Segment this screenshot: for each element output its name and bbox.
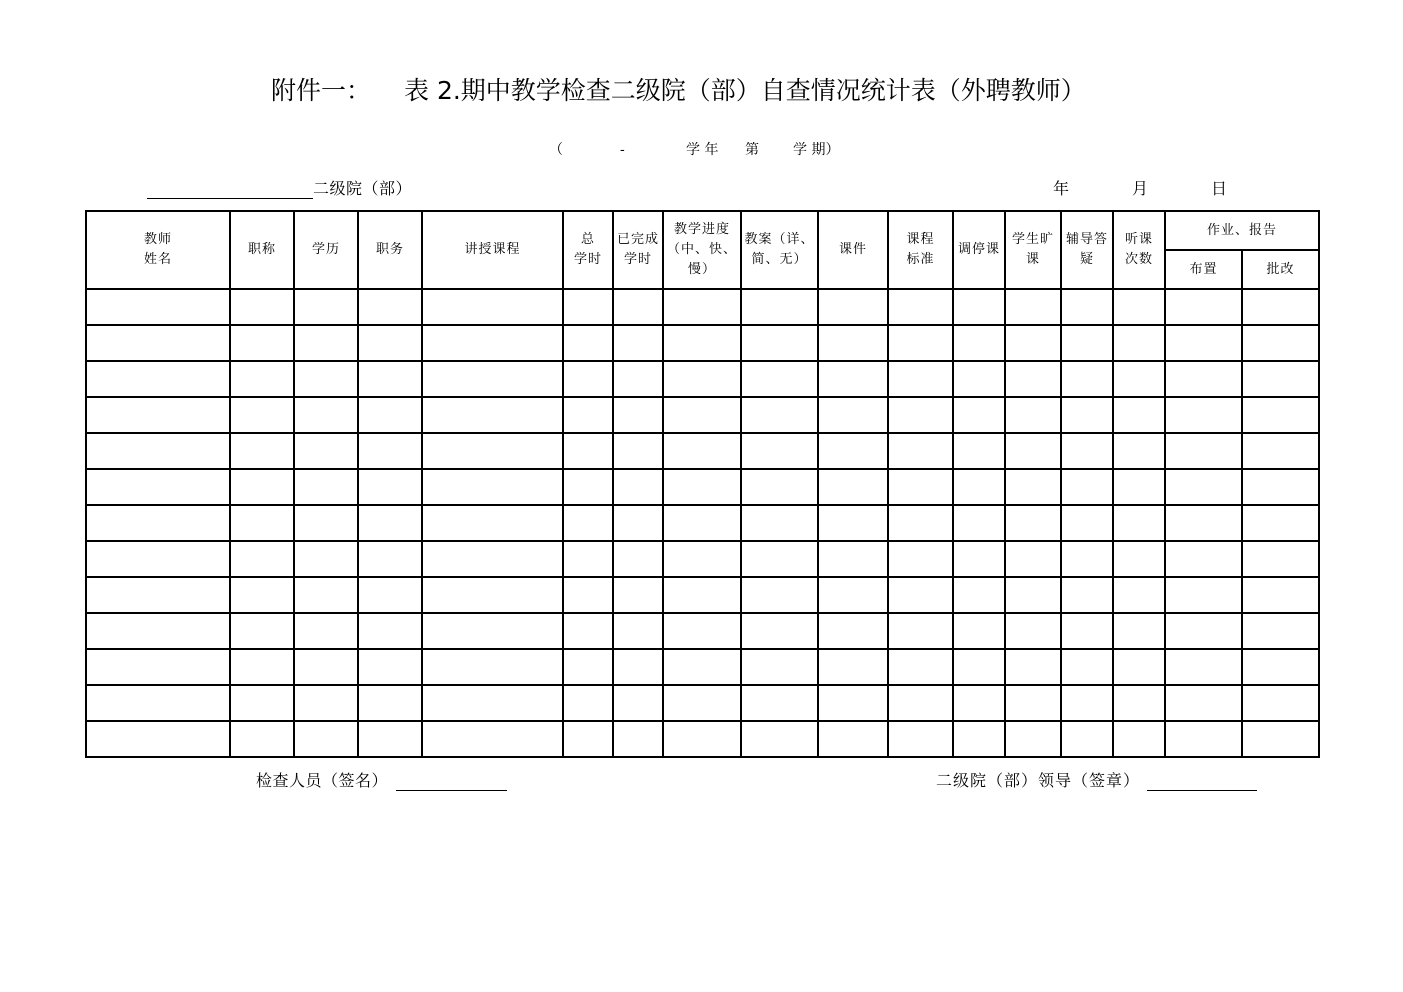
header-course: 讲授课程 bbox=[422, 211, 563, 289]
table-cell bbox=[818, 433, 888, 469]
header-lesson-plan: 教案（详、 简、无） bbox=[741, 211, 818, 289]
table-cell bbox=[818, 721, 888, 757]
table-cell bbox=[294, 649, 358, 685]
table-cell bbox=[818, 541, 888, 577]
table-cell bbox=[953, 469, 1005, 505]
statistics-table bbox=[85, 210, 1320, 758]
table-cell bbox=[888, 577, 953, 613]
department-blank-line bbox=[147, 198, 313, 199]
table-row bbox=[86, 397, 1319, 433]
table-cell bbox=[563, 685, 613, 721]
table-cell bbox=[1242, 721, 1319, 757]
table-cell bbox=[1242, 469, 1319, 505]
table-cell bbox=[358, 577, 422, 613]
table-cell bbox=[1005, 685, 1061, 721]
table-cell bbox=[1165, 397, 1242, 433]
table-cell bbox=[230, 469, 294, 505]
table-cell bbox=[422, 469, 563, 505]
table-cell bbox=[294, 361, 358, 397]
table-cell bbox=[888, 469, 953, 505]
table-cell bbox=[230, 505, 294, 541]
table-cell bbox=[818, 361, 888, 397]
table-cell bbox=[1113, 397, 1165, 433]
table-cell bbox=[422, 397, 563, 433]
table-cell bbox=[86, 649, 230, 685]
table-cell bbox=[1113, 613, 1165, 649]
subtitle-ordinal: 第 bbox=[745, 142, 759, 158]
table-cell bbox=[230, 433, 294, 469]
table-cell bbox=[1165, 361, 1242, 397]
header-tutoring: 辅导答 疑 bbox=[1061, 211, 1113, 289]
table-cell bbox=[613, 613, 663, 649]
table-cell bbox=[663, 505, 741, 541]
table-cell bbox=[86, 505, 230, 541]
table-cell bbox=[358, 685, 422, 721]
table-cell bbox=[613, 469, 663, 505]
table-row bbox=[86, 289, 1319, 325]
table-cell bbox=[663, 577, 741, 613]
table-cell bbox=[663, 649, 741, 685]
table-cell bbox=[741, 721, 818, 757]
table-cell bbox=[1242, 433, 1319, 469]
table-cell bbox=[1242, 541, 1319, 577]
table-cell bbox=[953, 613, 1005, 649]
subtitle-academic-year: 学 年 bbox=[686, 142, 719, 158]
table-cell bbox=[663, 325, 741, 361]
header-teaching-progress: 教学进度 （中、快、 慢） bbox=[663, 211, 741, 289]
table-cell bbox=[294, 397, 358, 433]
table-cell bbox=[230, 289, 294, 325]
table-cell bbox=[563, 721, 613, 757]
table-cell bbox=[663, 685, 741, 721]
table-cell bbox=[1242, 325, 1319, 361]
table-row bbox=[86, 541, 1319, 577]
table-row bbox=[86, 613, 1319, 649]
table-cell bbox=[86, 685, 230, 721]
table-cell bbox=[613, 685, 663, 721]
table-cell bbox=[741, 397, 818, 433]
header-graded: 批改 bbox=[1242, 250, 1319, 289]
table-cell bbox=[888, 397, 953, 433]
table-row bbox=[86, 577, 1319, 613]
table-cell bbox=[818, 649, 888, 685]
table-cell bbox=[1113, 541, 1165, 577]
table-cell bbox=[953, 433, 1005, 469]
table-cell bbox=[1113, 721, 1165, 757]
table-cell bbox=[358, 649, 422, 685]
table-cell bbox=[1242, 397, 1319, 433]
table-cell bbox=[230, 613, 294, 649]
table-cell bbox=[294, 685, 358, 721]
table-cell bbox=[422, 541, 563, 577]
leader-seal-line bbox=[1147, 790, 1257, 791]
table-cell bbox=[888, 649, 953, 685]
table-cell bbox=[1061, 433, 1113, 469]
table-cell bbox=[86, 541, 230, 577]
table-cell bbox=[613, 325, 663, 361]
table-cell bbox=[1113, 469, 1165, 505]
table-row bbox=[86, 721, 1319, 757]
table-cell bbox=[741, 325, 818, 361]
table-cell bbox=[888, 721, 953, 757]
table-cell bbox=[86, 325, 230, 361]
table-cell bbox=[1165, 469, 1242, 505]
table-cell bbox=[230, 325, 294, 361]
table-cell bbox=[358, 433, 422, 469]
table-cell bbox=[294, 721, 358, 757]
table-cell bbox=[1061, 361, 1113, 397]
day-label: 日 bbox=[1211, 179, 1228, 198]
table-cell bbox=[613, 541, 663, 577]
table-cell bbox=[741, 289, 818, 325]
table-cell bbox=[86, 721, 230, 757]
table-cell bbox=[888, 433, 953, 469]
table-cell bbox=[86, 433, 230, 469]
table-cell bbox=[663, 397, 741, 433]
table-cell bbox=[1165, 685, 1242, 721]
table-cell bbox=[953, 721, 1005, 757]
table-cell bbox=[563, 433, 613, 469]
table-cell bbox=[1005, 721, 1061, 757]
table-cell bbox=[1242, 613, 1319, 649]
table-cell bbox=[1005, 469, 1061, 505]
table-cell bbox=[818, 685, 888, 721]
header-student-absence: 学生旷 课 bbox=[1005, 211, 1061, 289]
table-cell bbox=[818, 577, 888, 613]
header-row-top bbox=[86, 211, 1319, 250]
table-cell bbox=[230, 649, 294, 685]
table-cell bbox=[563, 505, 613, 541]
table-cell bbox=[86, 613, 230, 649]
table-cell bbox=[563, 577, 613, 613]
table-cell bbox=[1061, 289, 1113, 325]
table-cell bbox=[422, 289, 563, 325]
table-cell bbox=[613, 577, 663, 613]
table-cell bbox=[1165, 613, 1242, 649]
table-cell bbox=[663, 289, 741, 325]
table-cell bbox=[1061, 649, 1113, 685]
table-cell bbox=[1113, 289, 1165, 325]
table-cell bbox=[953, 685, 1005, 721]
table-cell bbox=[422, 721, 563, 757]
table-cell bbox=[741, 361, 818, 397]
table-cell bbox=[1061, 613, 1113, 649]
subtitle-dash: - bbox=[620, 142, 625, 158]
table-cell bbox=[888, 685, 953, 721]
table-cell bbox=[818, 397, 888, 433]
table-cell bbox=[1005, 577, 1061, 613]
table-cell bbox=[1242, 289, 1319, 325]
table-cell bbox=[1005, 289, 1061, 325]
table-cell bbox=[358, 289, 422, 325]
table-cell bbox=[563, 397, 613, 433]
table-row bbox=[86, 649, 1319, 685]
table-cell bbox=[888, 541, 953, 577]
table-cell bbox=[1242, 685, 1319, 721]
table-cell bbox=[563, 289, 613, 325]
table-cell bbox=[888, 613, 953, 649]
table-cell bbox=[86, 397, 230, 433]
table-cell bbox=[613, 649, 663, 685]
table-cell bbox=[818, 469, 888, 505]
header-education: 学历 bbox=[294, 211, 358, 289]
table-cell bbox=[1113, 505, 1165, 541]
header-total-hours: 总 学时 bbox=[563, 211, 613, 289]
header-courseware: 课件 bbox=[818, 211, 888, 289]
table-cell bbox=[953, 397, 1005, 433]
table-cell bbox=[1005, 613, 1061, 649]
table-cell bbox=[294, 577, 358, 613]
table-row bbox=[86, 325, 1319, 361]
table-row bbox=[86, 505, 1319, 541]
header-teacher-name: 教师 姓名 bbox=[86, 211, 230, 289]
table-cell bbox=[1005, 649, 1061, 685]
table-cell bbox=[1242, 361, 1319, 397]
table-cell bbox=[888, 289, 953, 325]
table-cell bbox=[294, 613, 358, 649]
table-cell bbox=[86, 577, 230, 613]
table-cell bbox=[741, 613, 818, 649]
table-cell bbox=[230, 397, 294, 433]
table-cell bbox=[358, 397, 422, 433]
table-cell bbox=[741, 541, 818, 577]
table-cell bbox=[230, 541, 294, 577]
table-cell bbox=[1113, 433, 1165, 469]
table-body bbox=[86, 289, 1319, 757]
year-label: 年 bbox=[1053, 179, 1070, 198]
table-cell bbox=[953, 325, 1005, 361]
header-homework-report: 作业、报告 bbox=[1165, 211, 1319, 250]
table-cell bbox=[358, 469, 422, 505]
table-cell bbox=[422, 649, 563, 685]
table-cell bbox=[1061, 541, 1113, 577]
table-cell bbox=[294, 505, 358, 541]
table-cell bbox=[230, 685, 294, 721]
department-label: 二级院（部） bbox=[313, 179, 413, 198]
table-cell bbox=[358, 505, 422, 541]
table-cell bbox=[563, 469, 613, 505]
table-cell bbox=[663, 541, 741, 577]
table-cell bbox=[818, 613, 888, 649]
table-cell bbox=[663, 361, 741, 397]
table-cell bbox=[422, 325, 563, 361]
header-professional-title: 职称 bbox=[230, 211, 294, 289]
header-assigned: 布置 bbox=[1165, 250, 1242, 289]
table-row bbox=[86, 469, 1319, 505]
table-cell bbox=[294, 325, 358, 361]
table-cell bbox=[1113, 649, 1165, 685]
table-cell bbox=[1113, 577, 1165, 613]
table-cell bbox=[1165, 289, 1242, 325]
table-cell bbox=[613, 397, 663, 433]
table-cell bbox=[953, 649, 1005, 685]
table-cell bbox=[358, 721, 422, 757]
table-cell bbox=[422, 577, 563, 613]
table-cell bbox=[358, 361, 422, 397]
table-cell bbox=[422, 685, 563, 721]
table-cell bbox=[1061, 397, 1113, 433]
table-cell bbox=[563, 613, 613, 649]
table-cell bbox=[953, 577, 1005, 613]
attachment-label: 附件一： bbox=[271, 76, 372, 105]
table-cell bbox=[1113, 685, 1165, 721]
subtitle-open-paren: （ bbox=[549, 142, 563, 158]
table-cell bbox=[86, 289, 230, 325]
table-cell bbox=[888, 361, 953, 397]
header-position: 职务 bbox=[358, 211, 422, 289]
table-cell bbox=[294, 541, 358, 577]
table-cell bbox=[563, 541, 613, 577]
table-cell bbox=[953, 541, 1005, 577]
header-curriculum-standard: 课程 标准 bbox=[888, 211, 953, 289]
table-cell bbox=[1061, 505, 1113, 541]
table-cell bbox=[613, 289, 663, 325]
table-cell bbox=[1061, 685, 1113, 721]
table-cell bbox=[1242, 505, 1319, 541]
table-cell bbox=[953, 289, 1005, 325]
table-cell bbox=[663, 721, 741, 757]
table-cell bbox=[1005, 361, 1061, 397]
table-cell bbox=[1165, 505, 1242, 541]
table-cell bbox=[741, 649, 818, 685]
table-cell bbox=[294, 469, 358, 505]
table-cell bbox=[1005, 505, 1061, 541]
table-cell bbox=[422, 505, 563, 541]
month-label: 月 bbox=[1132, 179, 1149, 198]
table-cell bbox=[230, 361, 294, 397]
table-cell bbox=[1165, 577, 1242, 613]
table-cell bbox=[294, 433, 358, 469]
table-cell bbox=[741, 577, 818, 613]
table-cell bbox=[953, 505, 1005, 541]
subtitle-semester: 学 期） bbox=[793, 142, 840, 158]
table-cell bbox=[563, 325, 613, 361]
table-cell bbox=[1061, 469, 1113, 505]
table-cell bbox=[1242, 649, 1319, 685]
leader-seal-label: 二级院（部）领导（签章） bbox=[936, 771, 1141, 790]
table-cell bbox=[1165, 721, 1242, 757]
table-cell bbox=[1005, 433, 1061, 469]
table-cell bbox=[613, 721, 663, 757]
table-cell bbox=[613, 433, 663, 469]
table-cell bbox=[563, 361, 613, 397]
table-cell bbox=[818, 325, 888, 361]
table-cell bbox=[613, 361, 663, 397]
table-cell bbox=[422, 361, 563, 397]
header-class-adjustment: 调停课 bbox=[953, 211, 1005, 289]
table-cell bbox=[86, 361, 230, 397]
table-cell bbox=[358, 541, 422, 577]
table-cell bbox=[888, 325, 953, 361]
table-cell bbox=[1113, 325, 1165, 361]
table-cell bbox=[818, 505, 888, 541]
inspector-signature-line bbox=[396, 790, 507, 791]
table-cell bbox=[741, 469, 818, 505]
table-cell bbox=[358, 325, 422, 361]
page-title: 表 2.期中教学检查二级院（部）自查情况统计表（外聘教师） bbox=[404, 76, 1086, 105]
table-cell bbox=[888, 505, 953, 541]
table-cell bbox=[613, 505, 663, 541]
table-cell bbox=[1165, 433, 1242, 469]
table-cell bbox=[358, 613, 422, 649]
table-cell bbox=[294, 289, 358, 325]
table-cell bbox=[1061, 721, 1113, 757]
table-cell bbox=[818, 289, 888, 325]
table-cell bbox=[230, 721, 294, 757]
table-row bbox=[86, 685, 1319, 721]
inspector-signature-label: 检查人员（签名） bbox=[256, 771, 389, 790]
table-row bbox=[86, 433, 1319, 469]
table-cell bbox=[230, 577, 294, 613]
table-cell bbox=[1113, 361, 1165, 397]
table-cell bbox=[1165, 325, 1242, 361]
table-cell bbox=[422, 613, 563, 649]
table-cell bbox=[1061, 577, 1113, 613]
table-header bbox=[86, 211, 1319, 289]
table-cell bbox=[1165, 541, 1242, 577]
header-completed-hours: 已完成 学时 bbox=[613, 211, 663, 289]
table-cell bbox=[741, 505, 818, 541]
table-cell bbox=[663, 613, 741, 649]
table-cell bbox=[1061, 325, 1113, 361]
table-cell bbox=[563, 649, 613, 685]
table-cell bbox=[422, 433, 563, 469]
header-observation-count: 听课 次数 bbox=[1113, 211, 1165, 289]
table-cell bbox=[663, 469, 741, 505]
table-cell bbox=[741, 433, 818, 469]
table-cell bbox=[953, 361, 1005, 397]
table-cell bbox=[741, 685, 818, 721]
table-cell bbox=[86, 469, 230, 505]
table-cell bbox=[1165, 649, 1242, 685]
table-cell bbox=[1005, 397, 1061, 433]
table-cell bbox=[1005, 541, 1061, 577]
table-cell bbox=[1005, 325, 1061, 361]
table-cell bbox=[1242, 577, 1319, 613]
table-cell bbox=[663, 433, 741, 469]
table-row bbox=[86, 361, 1319, 397]
